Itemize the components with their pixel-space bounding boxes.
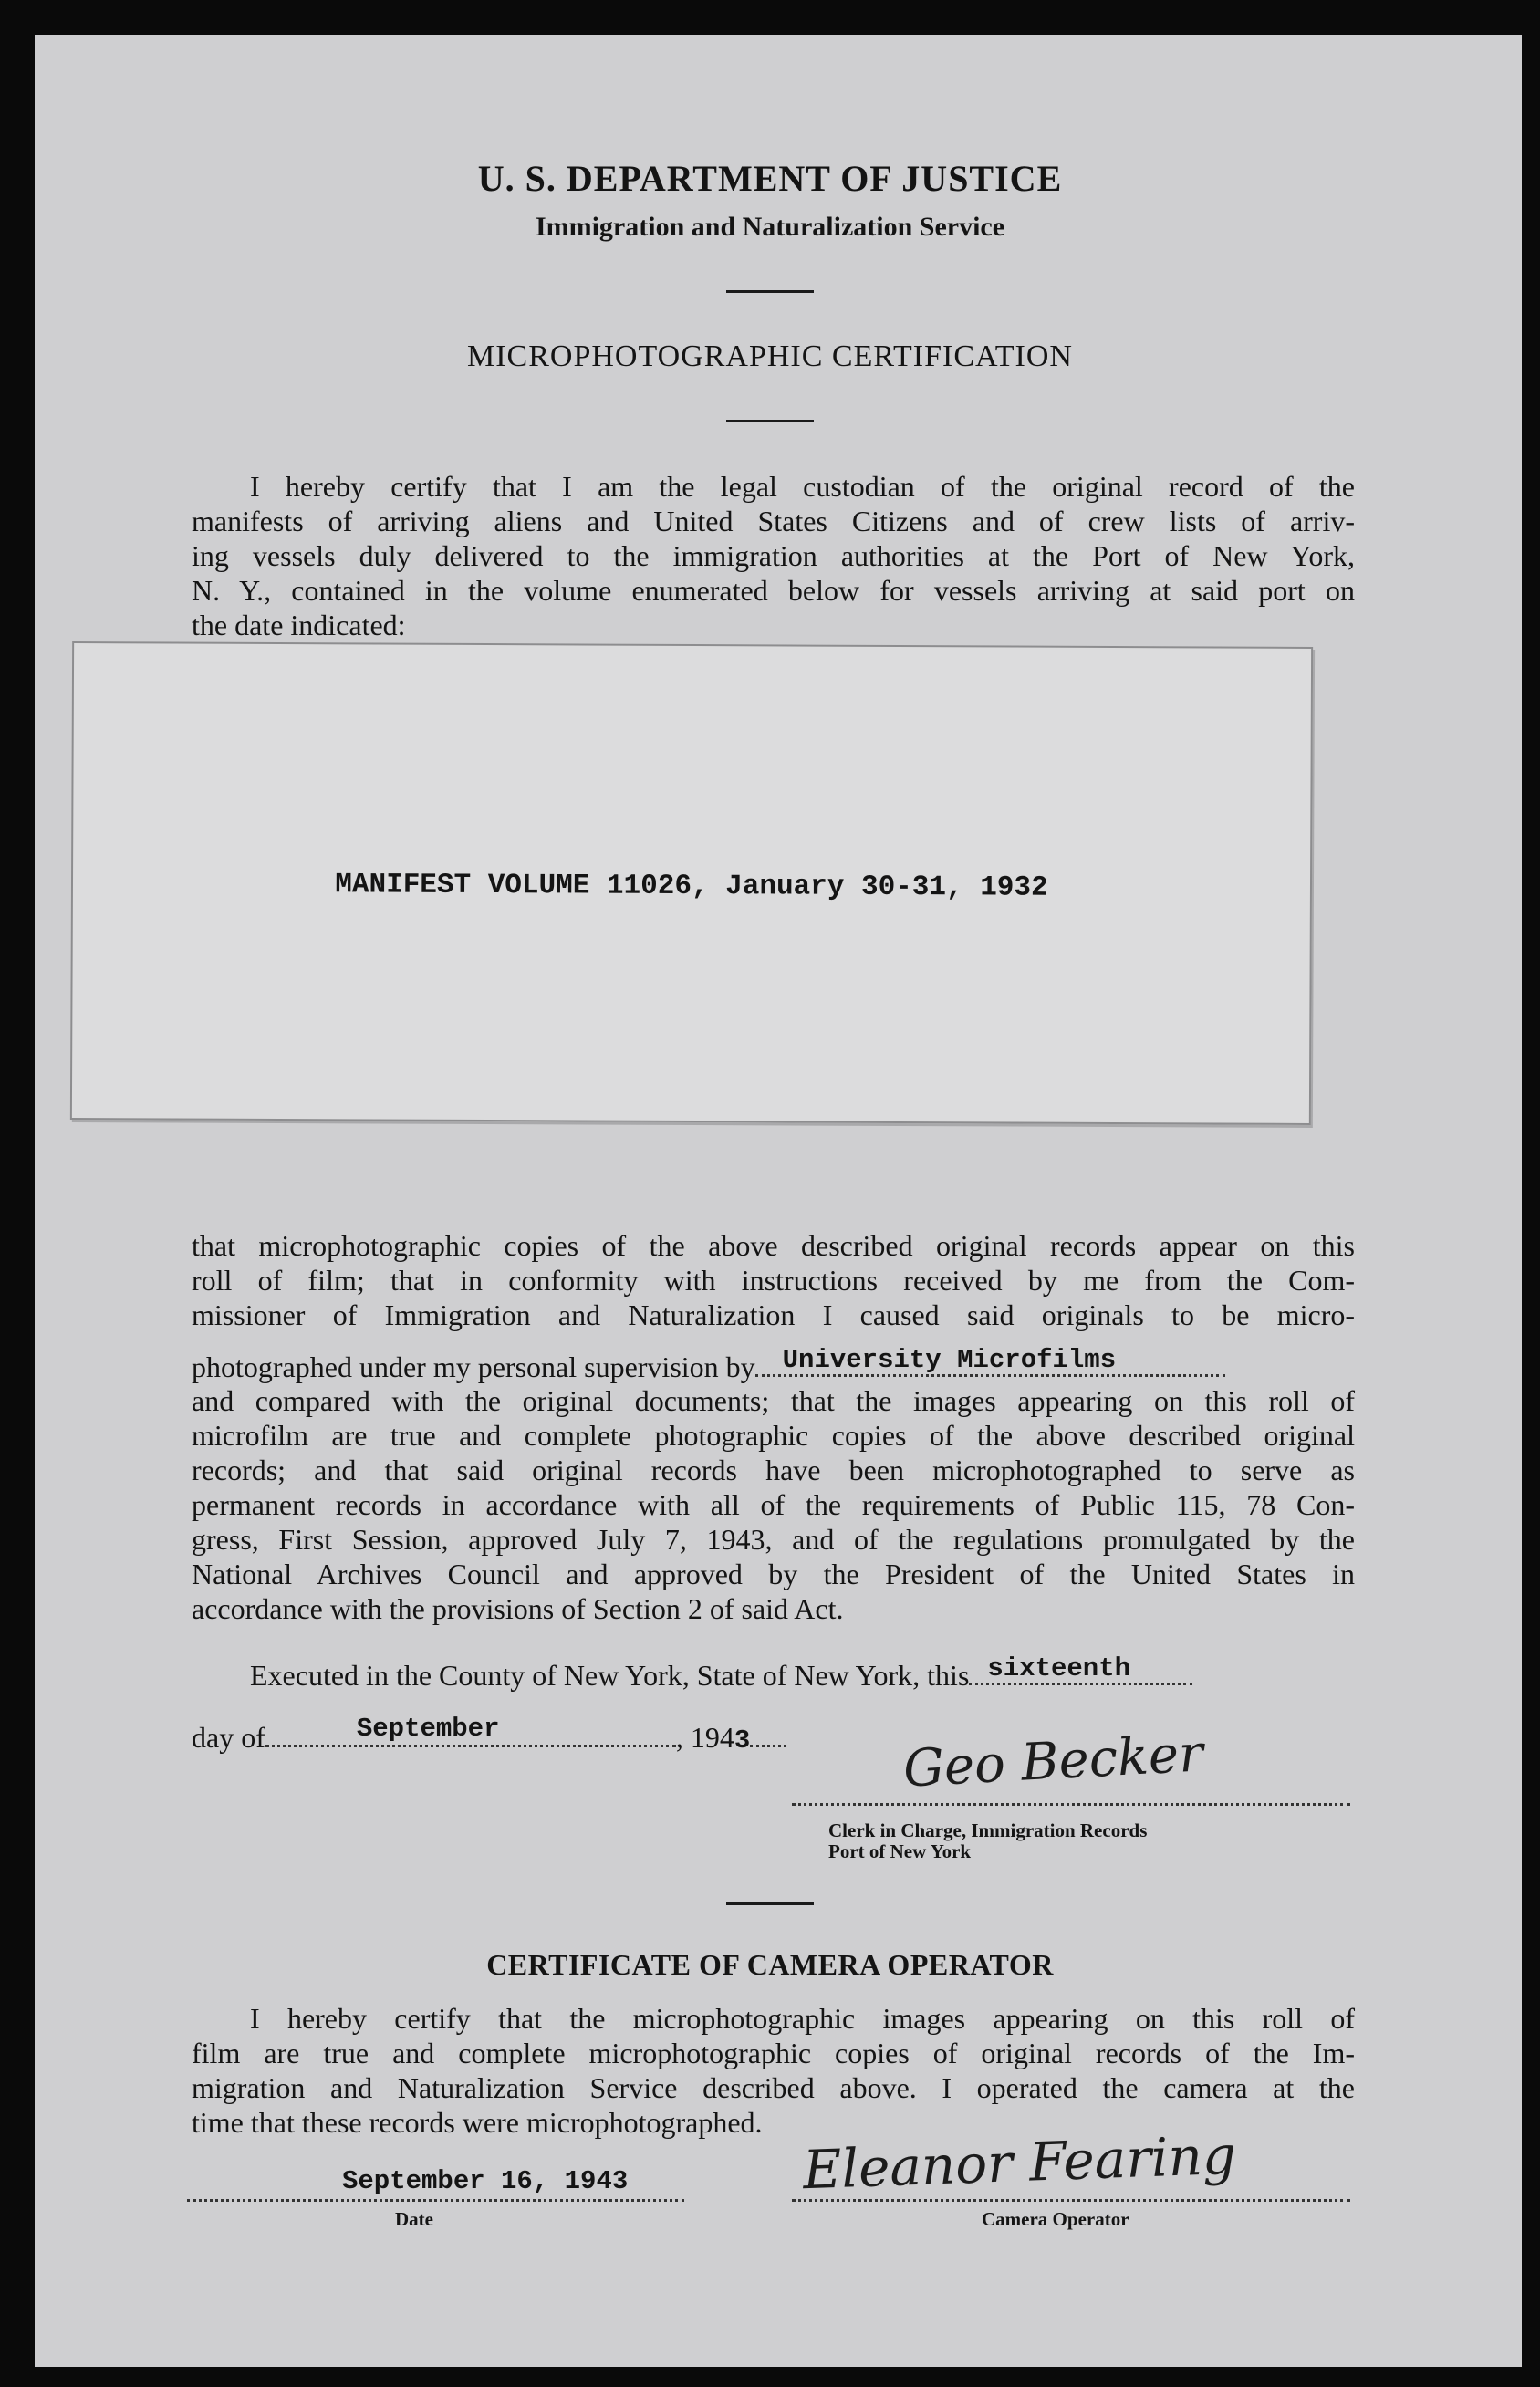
clerk-signature: Geo Becker	[901, 1724, 1205, 1799]
photographed-by-label: photographed under my personal supervision by	[192, 1350, 755, 1383]
body-line: gress, First Session, approved July 7, 1943, and of the regulations promulgated by the	[192, 1523, 1355, 1556]
body-line: permanent records in accordance with all of the requirements of Public 115, 78 Con-	[192, 1488, 1355, 1521]
divider	[726, 420, 814, 422]
year-suffix: 3	[734, 1725, 751, 1756]
date-field	[187, 2168, 684, 2202]
body-line: that microphotographic copies of the above described original records appear on this	[192, 1229, 1355, 1262]
certification-heading: MICROPHOTOGRAPHIC CERTIFICATION	[466, 339, 1073, 373]
intro-line: N. Y., contained in the volume enumerated below for vessels arriving at said port on	[192, 574, 1355, 607]
intro-line: ing vessels duly delivered to the immigration authorities at the Port of New York,	[192, 539, 1355, 572]
day-of-label: day of	[192, 1721, 265, 1754]
camera-paragraph	[192, 2001, 1355, 2140]
operator-signature: Eleanor Fearing	[801, 2123, 1238, 2202]
intro-line: manifests of arriving aliens and United States Citizens and of crew lists of arriv-	[192, 505, 1355, 537]
camera-heading: CERTIFICATE OF CAMERA OPERATOR	[486, 1948, 1054, 1981]
body-line: accordance with the provisions of Section 2 of said Act.	[192, 1592, 844, 1625]
intro-line: I hereby certify that I am the legal custodian of the original record of the	[250, 470, 1355, 503]
body-line: missioner of Immigration and Naturalization I caused said originals to be micro-	[192, 1298, 1355, 1331]
intro-paragraph	[192, 469, 1355, 642]
date-value: September 16, 1943	[342, 2166, 629, 2196]
clerk-title-1: Clerk in Charge, Immigration Records	[828, 1819, 1148, 1841]
clerk-signature-line	[792, 1803, 1350, 1806]
executed-label: Executed in the County of New York, State of New York, this	[250, 1659, 970, 1692]
body-paragraph-a	[192, 1228, 1355, 1332]
body-line: microfilm are true and complete photographic copies of the above described original	[192, 1419, 1355, 1452]
body-paragraph-b	[192, 1383, 1355, 1626]
divider	[726, 1902, 814, 1905]
date-label: Date	[395, 2208, 433, 2230]
body-line: records; and that said original records have been microphotographed to serve as	[192, 1454, 1355, 1486]
photographed-by-line	[192, 1347, 1355, 1384]
camera-line: film are true and complete microphotographic copies of original records of the Im-	[192, 2037, 1355, 2069]
executed-day-field	[969, 1655, 1192, 1685]
intro-line: the date indicated:	[192, 609, 406, 641]
volume-card-text: MANIFEST VOLUME 11026, January 30-31, 1932	[335, 869, 1048, 904]
photographed-by-field	[755, 1347, 1225, 1377]
month-field	[265, 1714, 676, 1747]
camera-line: I hereby certify that the microphotographic images appearing on this roll of	[250, 2002, 1355, 2035]
executed-line	[250, 1655, 1192, 1693]
body-line: National Archives Council and approved by the President of the United States in	[192, 1558, 1355, 1590]
divider	[726, 290, 814, 293]
year-prefix: , 194	[675, 1721, 734, 1754]
month-value: September	[356, 1714, 500, 1744]
camera-line: time that these records were microphotographed.	[192, 2106, 763, 2139]
executed-day-value: sixteenth	[987, 1653, 1131, 1683]
service-subtitle: Immigration and Naturalization Service	[535, 212, 1005, 242]
volume-card	[70, 641, 1313, 1125]
department-title: U. S. DEPARTMENT OF JUSTICE	[477, 158, 1063, 199]
clerk-title-2: Port of New York	[828, 1840, 972, 1862]
operator-label: Camera Operator	[982, 2208, 1129, 2230]
operator-signature-line	[792, 2199, 1350, 2202]
camera-line: migration and Naturalization Service described above. I operated the camera at the	[192, 2071, 1355, 2104]
body-line: and compared with the original documents; that the images appearing on this roll of	[192, 1384, 1355, 1417]
photographed-by-value: University Microfilms	[782, 1345, 1117, 1375]
body-line: roll of film; that in conformity with instructions received by me from the Com-	[192, 1264, 1355, 1297]
day-of-line	[192, 1714, 786, 1758]
year-dots	[750, 1717, 786, 1747]
